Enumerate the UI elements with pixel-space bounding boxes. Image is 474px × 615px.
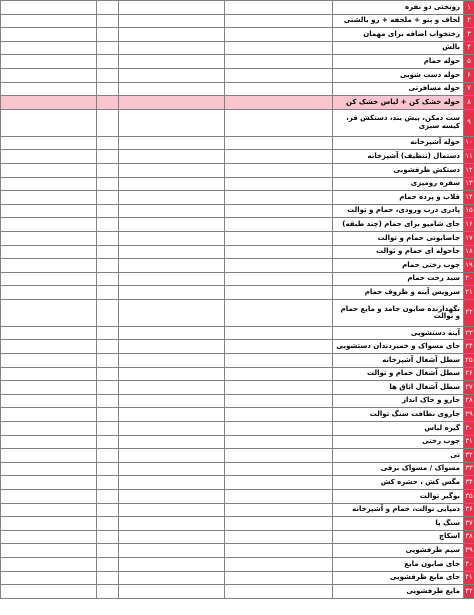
empty-cell[interactable] <box>97 394 119 408</box>
empty-cell[interactable] <box>119 231 225 245</box>
table-row <box>1 204 474 218</box>
empty-cell[interactable] <box>225 109 333 136</box>
table-row <box>1 14 474 28</box>
empty-cell[interactable] <box>97 381 119 395</box>
item-name: جارو و خاک انداز <box>333 394 464 408</box>
row-number: ۷ <box>464 82 474 96</box>
item-name: اسکاچ <box>333 530 464 544</box>
empty-cell[interactable] <box>1 544 97 558</box>
empty-cell[interactable] <box>119 367 225 381</box>
table-row <box>1 503 474 517</box>
table-row <box>1 150 474 164</box>
empty-cell[interactable] <box>225 394 333 408</box>
empty-cell[interactable] <box>119 68 225 82</box>
empty-cell[interactable] <box>225 259 333 273</box>
item-name: جای مایع ظرفشویی <box>333 571 464 585</box>
row-number: ۲۶ <box>464 367 474 381</box>
row-number: ۱۸ <box>464 245 474 259</box>
table-row <box>1 422 474 436</box>
empty-cell[interactable] <box>225 150 333 164</box>
empty-cell[interactable] <box>119 245 225 259</box>
empty-cell[interactable] <box>1 286 97 300</box>
empty-cell[interactable] <box>119 449 225 463</box>
item-name: حوله خشک کن + لباس خشک کن <box>333 96 464 110</box>
empty-cell[interactable] <box>97 340 119 354</box>
item-name: سطل آشغال حمام و توالت <box>333 367 464 381</box>
empty-cell[interactable] <box>119 218 225 232</box>
empty-cell[interactable] <box>119 96 225 110</box>
empty-cell[interactable] <box>1 136 97 150</box>
empty-cell[interactable] <box>1 299 97 326</box>
empty-cell[interactable] <box>1 28 97 42</box>
empty-cell[interactable] <box>97 367 119 381</box>
table-row <box>1 136 474 150</box>
table-row <box>1 82 474 96</box>
item-name: چوب رختی <box>333 435 464 449</box>
item-name: بوگیر توالت <box>333 490 464 504</box>
empty-cell[interactable] <box>225 462 333 476</box>
item-name: سرویس آینه و ظروف حمام <box>333 286 464 300</box>
row-number: ۲۹ <box>464 408 474 422</box>
empty-cell[interactable] <box>225 68 333 82</box>
empty-cell[interactable] <box>97 272 119 286</box>
empty-cell[interactable] <box>225 41 333 55</box>
empty-cell[interactable] <box>119 571 225 585</box>
table-row <box>1 218 474 232</box>
empty-cell[interactable] <box>1 422 97 436</box>
empty-cell[interactable] <box>225 517 333 531</box>
row-number: ۳۳ <box>464 462 474 476</box>
empty-cell[interactable] <box>225 503 333 517</box>
table-row <box>1 490 474 504</box>
empty-cell[interactable] <box>119 585 225 599</box>
empty-cell[interactable] <box>97 299 119 326</box>
checklist-rows <box>1 1 474 599</box>
item-name: چوب رختی حمام <box>333 259 464 273</box>
table-row <box>1 394 474 408</box>
row-number: ۱۶ <box>464 218 474 232</box>
empty-cell[interactable] <box>1 204 97 218</box>
item-name: جاحوله ای حمام و توالت <box>333 245 464 259</box>
empty-cell[interactable] <box>119 177 225 191</box>
item-name: تی <box>333 449 464 463</box>
table-row <box>1 435 474 449</box>
empty-cell[interactable] <box>119 394 225 408</box>
empty-cell[interactable] <box>225 1 333 15</box>
table-row <box>1 272 474 286</box>
empty-cell[interactable] <box>119 204 225 218</box>
empty-cell[interactable] <box>97 231 119 245</box>
empty-cell[interactable] <box>1 163 97 177</box>
row-number: ۳۰ <box>464 422 474 436</box>
item-name: سطل آشغال اتاق ها <box>333 381 464 395</box>
item-name: سبد رخت حمام <box>333 272 464 286</box>
empty-cell[interactable] <box>225 14 333 28</box>
empty-cell[interactable] <box>97 476 119 490</box>
row-number: ۱۱ <box>464 150 474 164</box>
empty-cell[interactable] <box>1 408 97 422</box>
empty-cell[interactable] <box>97 28 119 42</box>
empty-cell[interactable] <box>119 381 225 395</box>
empty-cell[interactable] <box>119 340 225 354</box>
empty-cell[interactable] <box>225 299 333 326</box>
row-number: ۱۵ <box>464 204 474 218</box>
empty-cell[interactable] <box>1 41 97 55</box>
empty-cell[interactable] <box>97 82 119 96</box>
empty-cell[interactable] <box>225 163 333 177</box>
empty-cell[interactable] <box>1 272 97 286</box>
empty-cell[interactable] <box>119 136 225 150</box>
empty-cell[interactable] <box>225 544 333 558</box>
empty-cell[interactable] <box>1 557 97 571</box>
empty-cell[interactable] <box>119 544 225 558</box>
empty-cell[interactable] <box>97 503 119 517</box>
empty-cell[interactable] <box>1 367 97 381</box>
empty-cell[interactable] <box>1 191 97 205</box>
empty-cell[interactable] <box>225 191 333 205</box>
item-name: مایع ظرفشویی <box>333 585 464 599</box>
row-number: ۱۰ <box>464 136 474 150</box>
empty-cell[interactable] <box>225 340 333 354</box>
table-row <box>1 299 474 326</box>
item-name: حوله حمام <box>333 55 464 69</box>
item-name: دمپایی توالت، حمام و آشپزخانه <box>333 503 464 517</box>
row-number: ۳۵ <box>464 490 474 504</box>
row-number: ۸ <box>464 96 474 110</box>
empty-cell[interactable] <box>97 517 119 531</box>
empty-cell[interactable] <box>225 204 333 218</box>
table-row <box>1 28 474 42</box>
empty-cell[interactable] <box>1 476 97 490</box>
item-name: جای صابون مایع <box>333 557 464 571</box>
row-number: ۱۳ <box>464 177 474 191</box>
item-name: حوله آشپزخانه <box>333 136 464 150</box>
row-number: ۲۸ <box>464 394 474 408</box>
empty-cell[interactable] <box>225 490 333 504</box>
empty-cell[interactable] <box>225 136 333 150</box>
row-number: ۳ <box>464 28 474 42</box>
empty-cell[interactable] <box>225 245 333 259</box>
empty-cell[interactable] <box>1 462 97 476</box>
empty-cell[interactable] <box>119 490 225 504</box>
item-name: دستکش ظرفشویی <box>333 163 464 177</box>
empty-cell[interactable] <box>119 1 225 15</box>
row-number: ۳۶ <box>464 503 474 517</box>
item-name: سفره رومیزی <box>333 177 464 191</box>
row-number: ۲۱ <box>464 286 474 300</box>
empty-cell[interactable] <box>1 177 97 191</box>
table-row <box>1 367 474 381</box>
item-name: مسواک / مسواک برقی <box>333 462 464 476</box>
item-name: رختخواب اضافه برای مهمان <box>333 28 464 42</box>
empty-cell[interactable] <box>97 326 119 340</box>
empty-cell[interactable] <box>1 381 97 395</box>
row-number: ۳۹ <box>464 544 474 558</box>
row-number: ۴۲ <box>464 585 474 599</box>
item-name: مگس کش ، حشره کش <box>333 476 464 490</box>
item-name: سنگ پا <box>333 517 464 531</box>
empty-cell[interactable] <box>97 435 119 449</box>
item-name: گیره لباس <box>333 422 464 436</box>
item-name: جای شامپو برای حمام (چند طبقه) <box>333 218 464 232</box>
empty-cell[interactable] <box>97 1 119 15</box>
empty-cell[interactable] <box>225 585 333 599</box>
row-number: ۲۵ <box>464 354 474 368</box>
item-name: جاروی نظافت سنگ توالت <box>333 408 464 422</box>
item-name: حوله مسافرتی <box>333 82 464 96</box>
empty-cell[interactable] <box>1 150 97 164</box>
table-row <box>1 517 474 531</box>
item-name: پادری درب ورودی، حمام و توالت <box>333 204 464 218</box>
empty-cell[interactable] <box>225 96 333 110</box>
empty-cell[interactable] <box>225 476 333 490</box>
empty-cell[interactable] <box>1 82 97 96</box>
table-row <box>1 408 474 422</box>
empty-cell[interactable] <box>97 571 119 585</box>
item-name: حوله دست شویی <box>333 68 464 82</box>
table-row <box>1 449 474 463</box>
table-row <box>1 109 474 136</box>
empty-cell[interactable] <box>97 449 119 463</box>
table-row <box>1 381 474 395</box>
empty-cell[interactable] <box>97 530 119 544</box>
empty-cell[interactable] <box>97 354 119 368</box>
table-row <box>1 55 474 69</box>
item-name: آینه دستشویی <box>333 326 464 340</box>
empty-cell[interactable] <box>1 449 97 463</box>
table-row <box>1 585 474 599</box>
table-row <box>1 96 474 110</box>
empty-cell[interactable] <box>119 163 225 177</box>
empty-cell[interactable] <box>225 422 333 436</box>
item-name: سطل آشغال آشپزخانه <box>333 354 464 368</box>
empty-cell[interactable] <box>225 28 333 42</box>
row-number: ۱ <box>464 1 474 15</box>
item-name: جای مسواک و خمیردندان دستشویی <box>333 340 464 354</box>
table-row <box>1 1 474 15</box>
empty-cell[interactable] <box>97 259 119 273</box>
table-row <box>1 41 474 55</box>
empty-cell[interactable] <box>119 191 225 205</box>
item-name: جاصابونی حمام و توالت <box>333 231 464 245</box>
empty-cell[interactable] <box>1 530 97 544</box>
empty-cell[interactable] <box>225 326 333 340</box>
table-row <box>1 326 474 340</box>
row-number: ۳۸ <box>464 530 474 544</box>
empty-cell[interactable] <box>1 96 97 110</box>
empty-cell[interactable] <box>225 408 333 422</box>
empty-cell[interactable] <box>97 245 119 259</box>
empty-cell[interactable] <box>1 218 97 232</box>
empty-cell[interactable] <box>225 55 333 69</box>
row-number: ۲۰ <box>464 272 474 286</box>
empty-cell[interactable] <box>119 503 225 517</box>
empty-cell[interactable] <box>97 14 119 28</box>
empty-cell[interactable] <box>225 557 333 571</box>
row-number: ۱۲ <box>464 163 474 177</box>
empty-cell[interactable] <box>97 136 119 150</box>
row-number: ۲۴ <box>464 340 474 354</box>
table-row <box>1 68 474 82</box>
empty-cell[interactable] <box>97 490 119 504</box>
empty-cell[interactable] <box>97 150 119 164</box>
row-number: ۵ <box>464 55 474 69</box>
empty-cell[interactable] <box>119 476 225 490</box>
empty-cell[interactable] <box>225 286 333 300</box>
row-number: ۱۷ <box>464 231 474 245</box>
item-name: قلاب و پرده حمام <box>333 191 464 205</box>
empty-cell[interactable] <box>225 571 333 585</box>
item-name: لحاف و پتو + ملحفه + رو بالشتی <box>333 14 464 28</box>
table-row <box>1 259 474 273</box>
empty-cell[interactable] <box>1 517 97 531</box>
table-row <box>1 340 474 354</box>
item-name: ست دمکن، پیش بند، دستکش فر، کیسه سبزی <box>333 109 464 136</box>
table-row <box>1 177 474 191</box>
empty-cell[interactable] <box>225 177 333 191</box>
empty-cell[interactable] <box>97 177 119 191</box>
empty-cell[interactable] <box>97 68 119 82</box>
empty-cell[interactable] <box>1 109 97 136</box>
row-number: ۱۹ <box>464 259 474 273</box>
empty-cell[interactable] <box>1 435 97 449</box>
empty-cell[interactable] <box>225 82 333 96</box>
row-number: ۹ <box>464 109 474 136</box>
empty-cell[interactable] <box>1 1 97 15</box>
empty-cell[interactable] <box>225 231 333 245</box>
empty-cell[interactable] <box>119 150 225 164</box>
empty-cell[interactable] <box>119 55 225 69</box>
empty-cell[interactable] <box>97 204 119 218</box>
table-row <box>1 245 474 259</box>
row-number: ۲ <box>464 14 474 28</box>
empty-cell[interactable] <box>119 354 225 368</box>
empty-cell[interactable] <box>119 435 225 449</box>
empty-cell[interactable] <box>1 340 97 354</box>
empty-cell[interactable] <box>97 191 119 205</box>
empty-cell[interactable] <box>97 96 119 110</box>
empty-cell[interactable] <box>1 231 97 245</box>
empty-cell[interactable] <box>119 109 225 136</box>
row-number: ۴۱ <box>464 571 474 585</box>
empty-cell[interactable] <box>225 272 333 286</box>
empty-cell[interactable] <box>97 109 119 136</box>
empty-cell[interactable] <box>97 55 119 69</box>
empty-cell[interactable] <box>119 517 225 531</box>
empty-cell[interactable] <box>119 299 225 326</box>
table-row <box>1 354 474 368</box>
table-row <box>1 476 474 490</box>
empty-cell[interactable] <box>1 55 97 69</box>
empty-cell[interactable] <box>1 585 97 599</box>
empty-cell[interactable] <box>97 585 119 599</box>
empty-cell[interactable] <box>119 462 225 476</box>
empty-cell[interactable] <box>1 259 97 273</box>
empty-cell[interactable] <box>119 557 225 571</box>
empty-cell[interactable] <box>119 41 225 55</box>
empty-cell[interactable] <box>119 422 225 436</box>
empty-cell[interactable] <box>1 394 97 408</box>
table-row <box>1 462 474 476</box>
empty-cell[interactable] <box>1 571 97 585</box>
table-row <box>1 231 474 245</box>
empty-cell[interactable] <box>1 503 97 517</box>
empty-cell[interactable] <box>97 422 119 436</box>
table-row <box>1 530 474 544</box>
item-name: نگهدارنده صابون جامد و مایع حمام و توالت <box>333 299 464 326</box>
table-row <box>1 286 474 300</box>
empty-cell[interactable] <box>97 41 119 55</box>
empty-cell[interactable] <box>1 326 97 340</box>
table-row <box>1 191 474 205</box>
empty-cell[interactable] <box>119 530 225 544</box>
table-row <box>1 163 474 177</box>
empty-cell[interactable] <box>225 218 333 232</box>
empty-cell[interactable] <box>1 14 97 28</box>
table-row <box>1 571 474 585</box>
empty-cell[interactable] <box>119 259 225 273</box>
row-number: ۳۴ <box>464 476 474 490</box>
row-number: ۳۲ <box>464 449 474 463</box>
row-number: ۲۲ <box>464 299 474 326</box>
empty-cell[interactable] <box>1 354 97 368</box>
row-number: ۲۷ <box>464 381 474 395</box>
empty-cell[interactable] <box>119 82 225 96</box>
row-number: ۶ <box>464 68 474 82</box>
empty-cell[interactable] <box>97 218 119 232</box>
empty-cell[interactable] <box>97 163 119 177</box>
item-name: روتختی دو نفره <box>333 1 464 15</box>
empty-cell[interactable] <box>1 490 97 504</box>
empty-cell[interactable] <box>97 462 119 476</box>
table-row <box>1 557 474 571</box>
empty-cell[interactable] <box>119 326 225 340</box>
empty-cell[interactable] <box>119 272 225 286</box>
empty-cell[interactable] <box>225 381 333 395</box>
empty-cell[interactable] <box>225 449 333 463</box>
row-number: ۱۴ <box>464 191 474 205</box>
empty-cell[interactable] <box>225 367 333 381</box>
empty-cell[interactable] <box>1 68 97 82</box>
row-number: ۴ <box>464 41 474 55</box>
empty-cell[interactable] <box>225 354 333 368</box>
item-name: دستمال (تنظیف) آشپزخانه <box>333 150 464 164</box>
row-number: ۲۳ <box>464 326 474 340</box>
row-number: ۴۰ <box>464 557 474 571</box>
empty-cell[interactable] <box>97 408 119 422</box>
empty-cell[interactable] <box>119 286 225 300</box>
table-row <box>1 544 474 558</box>
empty-cell[interactable] <box>225 530 333 544</box>
row-number: ۳۷ <box>464 517 474 531</box>
empty-cell[interactable] <box>119 14 225 28</box>
item-name: سیم ظرفشویی <box>333 544 464 558</box>
item-name: بالش <box>333 41 464 55</box>
row-number: ۳۱ <box>464 435 474 449</box>
empty-cell[interactable] <box>97 557 119 571</box>
empty-cell[interactable] <box>225 435 333 449</box>
empty-cell[interactable] <box>119 28 225 42</box>
empty-cell[interactable] <box>97 286 119 300</box>
empty-cell[interactable] <box>1 245 97 259</box>
empty-cell[interactable] <box>119 408 225 422</box>
empty-cell[interactable] <box>97 544 119 558</box>
